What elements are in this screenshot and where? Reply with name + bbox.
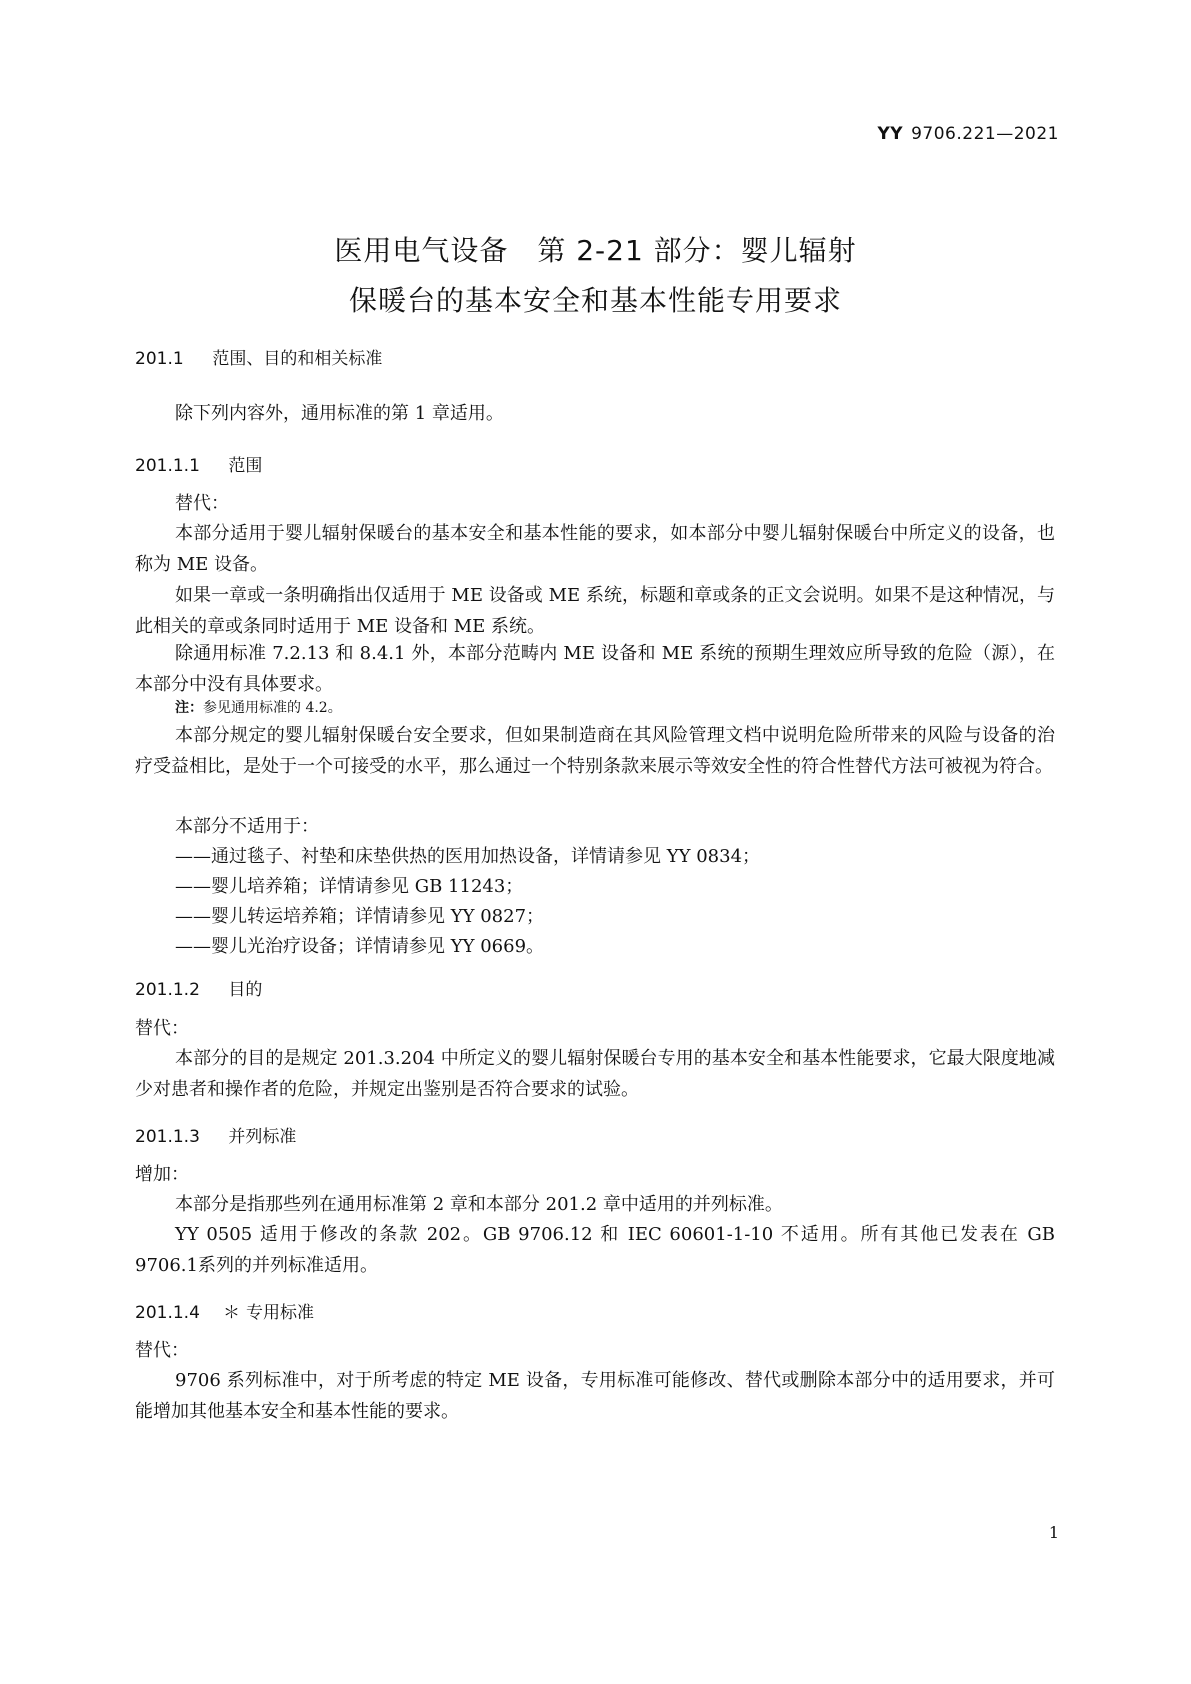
instruction-label: 替代： (175, 493, 229, 514)
paragraph: 本部分的目的是规定 201.3.204 中所定义的婴儿辐射保暖台专用的基本安全和基本性能要求，它最大限度地减少对患者和操作者的危险，并规定出鉴别是否符合要求的试验。 (135, 1048, 1055, 1100)
section-title: 范围、目的和相关标准 (212, 349, 383, 369)
instruction-label: 增加： (135, 1164, 189, 1185)
section-heading-201-1-1 (135, 451, 262, 476)
section-heading-201-1 (135, 344, 382, 369)
section-number: 201.1.3 (135, 1127, 200, 1147)
paragraph: 9706 系列标准中，对于所考虑的特定 ME 设备，专用标准可能修改、替代或删除本部分中的适用要求，并可能增加其他基本安全和基本性能的要求。 (135, 1370, 1055, 1422)
paragraph: 本部分不适用于： (175, 816, 319, 837)
page-number: 1 (1048, 1523, 1059, 1542)
section-number: 201.1.2 (135, 980, 200, 1000)
note (175, 697, 342, 717)
section-heading-201-1-3 (135, 1122, 296, 1147)
standard-number: 9706.221—2021 (911, 124, 1059, 144)
paragraph: 除通用标准 7.2.13 和 8.4.1 外，本部分范畴内 ME 设备和 ME 系统的预期生理效应所导致的危险（源），在本部分中没有具体要求。 (135, 643, 1055, 695)
section-number: 201.1.4 (135, 1303, 200, 1323)
section-number: 201.1.1 (135, 456, 200, 476)
paragraph: 本部分适用于婴儿辐射保暖台的基本安全和基本性能的要求，如本部分中婴儿辐射保暖台中所定义的设备，也称为 ME 设备。 (135, 523, 1055, 575)
standard-code (877, 124, 1059, 144)
list-item: ——婴儿培养箱；详情请参见 GB 11243； (175, 876, 524, 897)
asterisk-mark: ＊ (223, 1303, 240, 1323)
paragraph: YY 0505 适用于修改的条款 202。GB 9706.12 和 IEC 60601-1-10 不适用。所有其他已发表在 GB 9706.1系列的并列标准适用。 (135, 1224, 1055, 1276)
paragraph: 如果一章或一条明确指出仅适用于 ME 设备或 ME 系统，标题和章或条的正文会说明。如果不是这种情况，与此相关的章或条同时适用于 ME 设备和 ME 系统。 (135, 585, 1055, 637)
instruction-label: 替代： (135, 1018, 189, 1039)
section-title: 范围 (228, 456, 263, 476)
paragraph: 除下列内容外，通用标准的第 1 章适用。 (175, 403, 504, 424)
list-item: ——婴儿光治疗设备；详情请参见 YY 0669。 (175, 936, 545, 957)
note-text: 参见通用标准的 4.2。 (203, 700, 342, 716)
paragraph: 本部分是指那些列在通用标准第 2 章和本部分 201.2 章中适用的并列标准。 (175, 1194, 783, 1215)
instruction-label: 替代： (135, 1340, 189, 1361)
section-heading-201-1-4 (135, 1298, 314, 1323)
standard-prefix: YY (877, 124, 904, 144)
list-item: ——通过毯子、衬垫和床垫供热的医用加热设备，详情请参见 YY 0834； (175, 846, 761, 867)
paragraph: 本部分规定的婴儿辐射保暖台安全要求，但如果制造商在其风险管理文档中说明危险所带来的风险与设备的治疗受益相比，是处于一个可接受的水平，那么通过一个特别条款来展示等效安全性的符合性替代方法可被视为符合。 (135, 725, 1055, 777)
section-title: 专用标准 (246, 1303, 314, 1323)
section-title: 目的 (228, 980, 263, 1000)
list-item: ——婴儿转运培养箱；详情请参见 YY 0827； (175, 906, 545, 927)
section-number: 201.1 (135, 349, 184, 369)
section-title: 并列标准 (228, 1127, 297, 1147)
title-line-2: 保暖台的基本安全和基本性能专用要求 (348, 284, 842, 317)
title-line-1: 医用电气设备 第 2-21 部分：婴儿辐射 (334, 234, 857, 267)
document-title (0, 226, 1191, 326)
note-label: 注： (175, 700, 203, 716)
section-heading-201-1-2 (135, 975, 262, 1000)
